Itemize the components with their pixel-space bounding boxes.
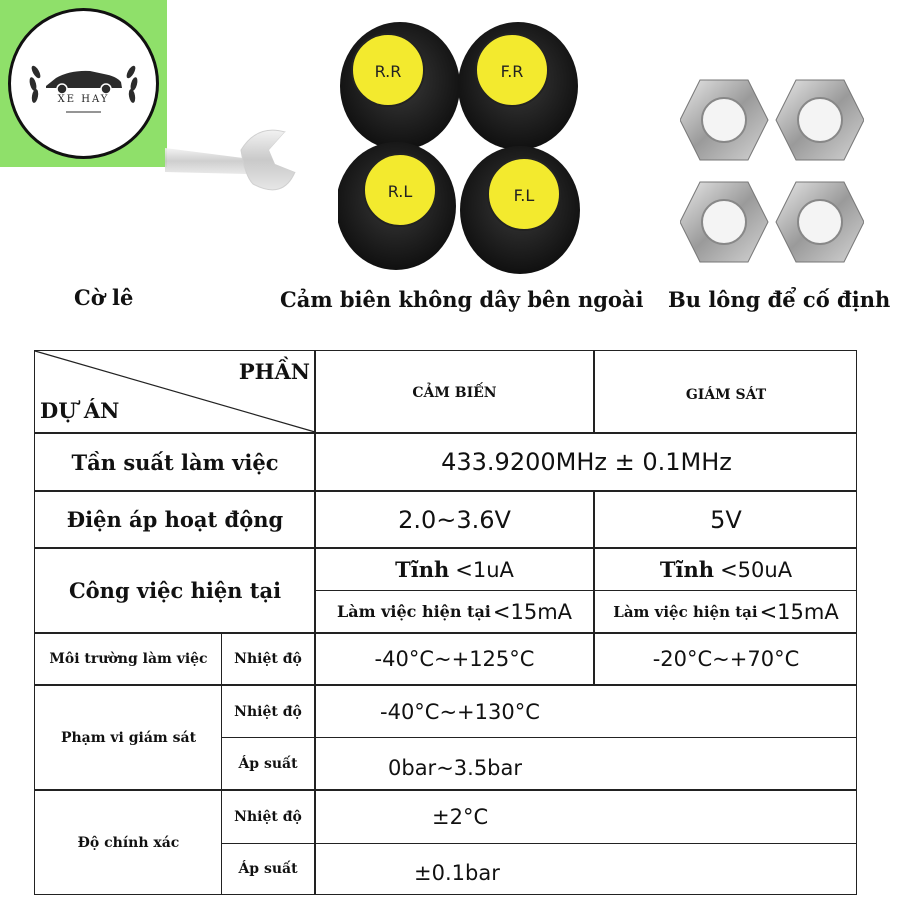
working-value: <15mA xyxy=(759,599,839,624)
sensor-label-rr: R.R xyxy=(374,62,402,81)
working-word: Làm việc hiện tại xyxy=(613,602,758,621)
value-range-temp: -40°C~+130°C xyxy=(380,699,540,724)
sub-label-environment-temp: Nhiệt độ xyxy=(234,651,302,667)
value-current-sensor-static xyxy=(316,549,593,590)
row-label-voltage: Điện áp hoạt động xyxy=(66,507,284,532)
value-voltage-monitor: 5V xyxy=(710,505,742,534)
sensor-label-rl: R.L xyxy=(387,182,413,201)
value-current-monitor-static xyxy=(595,549,857,590)
working-value: <15mA xyxy=(492,599,573,624)
sub-label-range-temp: Nhiệt độ xyxy=(234,703,302,720)
sensor-label-fl: F.L xyxy=(513,186,535,205)
row-label-environment: Môi trường làm việc xyxy=(49,651,208,667)
hex-nut-icon xyxy=(776,80,864,160)
value-current-sensor-working xyxy=(316,591,593,632)
row-label-accuracy: Độ chính xác xyxy=(77,835,180,851)
value-accuracy-temp: ±2°C xyxy=(432,805,489,829)
row-divider xyxy=(222,737,857,738)
static-word: Tĩnh xyxy=(395,557,450,582)
row-label-frequency: Tần suất làm việc xyxy=(71,449,279,475)
sub-label-range-pressure: Áp suất xyxy=(238,755,298,772)
header-corner-bottom: DỰ ÁN xyxy=(40,397,120,423)
sensor-label-fr: F.R xyxy=(500,62,524,81)
static-value: <50uA xyxy=(720,557,793,582)
row-label-current: Công việc hiện tại xyxy=(68,578,282,603)
wrench-icon xyxy=(165,120,325,220)
logo-text: XE HAY xyxy=(57,94,110,105)
value-voltage-sensor: 2.0~3.6V xyxy=(398,505,511,534)
hex-nuts-icon xyxy=(680,78,864,268)
sensor-fr-icon xyxy=(458,22,578,150)
working-word: Làm việc hiện tại xyxy=(336,602,491,621)
value-current-monitor-working xyxy=(595,591,857,632)
logo-emblem-icon xyxy=(0,0,167,167)
sub-label-accuracy-pressure: Áp suất xyxy=(238,861,298,877)
hex-nut-icon xyxy=(776,182,864,262)
header-corner-top: PHẦN xyxy=(238,358,310,384)
static-word: Tĩnh xyxy=(659,557,715,582)
value-range-pressure: 0bar~3.5bar xyxy=(388,755,523,780)
header-col-monitor: GIÁM SÁT xyxy=(685,387,767,403)
hex-nut-icon xyxy=(680,80,768,160)
row-label-monitor-range: Phạm vi giám sát xyxy=(60,729,197,746)
caption-sensors: Cảm biên không dây bên ngoài xyxy=(280,287,644,312)
sensor-rr-icon xyxy=(340,22,460,150)
sub-label-accuracy-temp: Nhiệt độ xyxy=(234,809,302,825)
caption-wrench: Cờ lê xyxy=(74,285,134,310)
header-col-sensor: CẢM BIẾN xyxy=(412,385,497,401)
value-environment-monitor: -20°C~+70°C xyxy=(652,647,800,671)
value-accuracy-pressure: ±0.1bar xyxy=(414,861,500,885)
row-divider xyxy=(222,843,857,844)
hex-nut-icon xyxy=(680,182,768,262)
sensor-set-icon xyxy=(338,14,590,276)
sensor-rl-icon xyxy=(338,142,456,270)
value-frequency: 433.9200MHz ± 0.1MHz xyxy=(441,448,732,476)
sensor-fl-icon xyxy=(460,146,580,274)
static-value: <1uA xyxy=(455,557,514,582)
value-environment-sensor: -40°C~+125°C xyxy=(374,647,535,671)
caption-nuts: Bu lông để cố định xyxy=(668,287,891,312)
